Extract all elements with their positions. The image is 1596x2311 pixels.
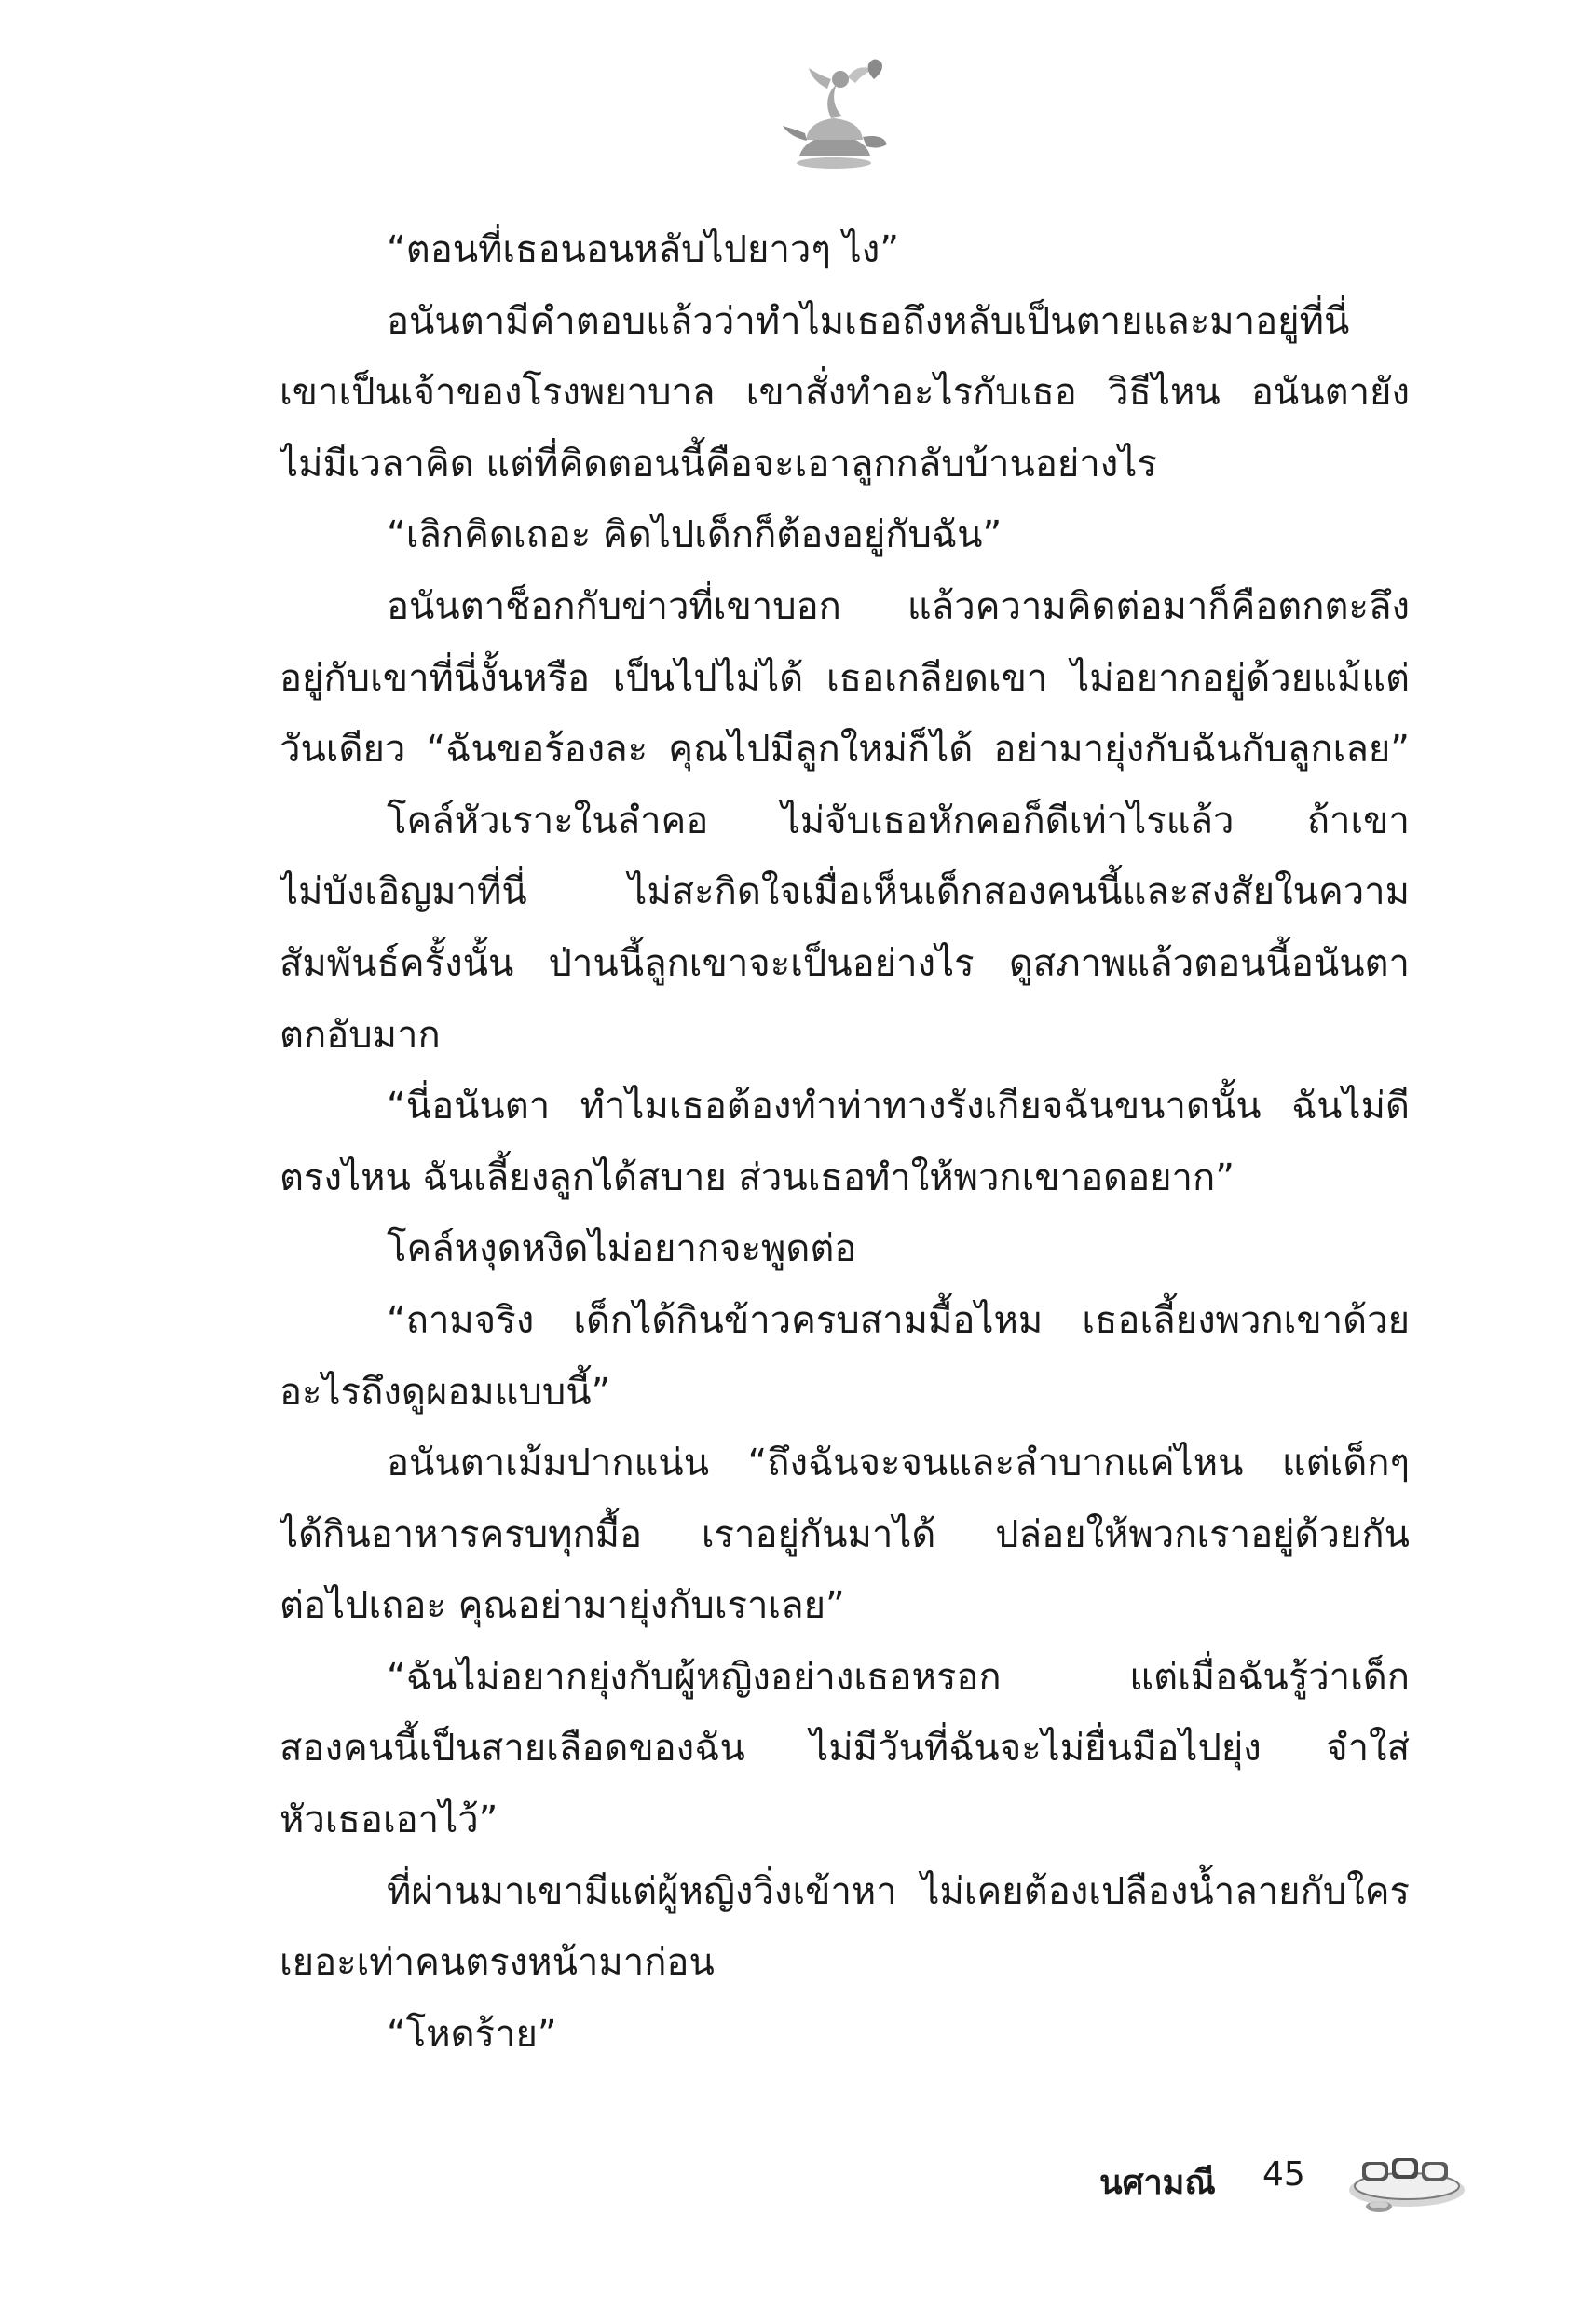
text-line: อนันตาช็อกกับข่าวที่เขาบอก แล้วความคิดต่อมาก็คือตกตะลึง (387, 584, 1410, 628)
text-line: อนันตามีคำตอบแล้วว่าทำไมเธอถึงหลับเป็นตายและมาอยู่ที่นี่ (387, 299, 1350, 343)
text-line: เขาเป็นเจ้าของโรงพยาบาล เขาสั่งทำอะไรกับเธอ วิธีไหน อนันตายัง (280, 371, 1410, 415)
text-line: อยู่กับเขาที่นี่งั้นหรือ เป็นไปไม่ได้ เธอเกลียดเขา ไม่อยากอยู่ด้วยแม้แต่ (280, 656, 1410, 700)
body-text (280, 214, 1410, 2070)
text-line: สัมพันธ์ครั้งนั้น ป่านนี้ลูกเขาจะเป็นอย่างไร ดูสภาพแล้วตอนนี้อนันตา (280, 941, 1410, 985)
text-line: “ถามจริง เด็กได้กินข้าวครบสามมื้อไหม เธอเลี้ยงพวกเขาด้วย (387, 1298, 1410, 1342)
text-line: “โหดร้าย” (387, 2012, 557, 2056)
text-line: วันเดียว “ฉันขอร้องละ คุณไปมีลูกใหม่ก็ได้ อย่ามายุ่งกับฉันกับลูกเลย” (280, 728, 1410, 772)
text-line: ไม่มีเวลาคิด แต่ที่คิดตอนนี้คือจะเอาลูกกลับบ้านอย่างไร (280, 442, 1157, 485)
text-line: โคล์หัวเราะในลำคอ ไม่จับเธอหักคอก็ดีเท่าไรแล้ว ถ้าเขา (387, 799, 1410, 842)
genie-lamp-icon (764, 51, 904, 177)
text-line: ได้กินอาหารครบทุกมื้อ เราอยู่กันมาได้ ปล่อยให้พวกเราอยู่ด้วยกัน (280, 1512, 1410, 1556)
author-name: นศามณี (1099, 2164, 1216, 2202)
text-line: สองคนนี้เป็นสายเลือดของฉัน ไม่มีวันที่ฉันจะไม่ยื่นมือไปยุ่ง จำใส่ (280, 1727, 1410, 1771)
text-line: อะไรถึงดูผอมแบบนี้” (280, 1370, 611, 1414)
sushi-plate-icon (1342, 2134, 1472, 2218)
text-line: โคล์หงุดหงิดไม่อยากจะพูดต่อ (387, 1227, 857, 1271)
text-line: “เลิกคิดเถอะ คิดไปเด็กก็ต้องอยู่กับฉัน” (387, 513, 1003, 557)
text-line: “ฉันไม่อยากยุ่งกับผู้หญิงอย่างเธอหรอก แต่เมื่อฉันรู้ว่าเด็ก (387, 1655, 1410, 1699)
text-line: ต่อไปเถอะ คุณอย่ามายุ่งกับเราเลย” (280, 1584, 845, 1628)
text-line: เยอะเท่าคนตรงหน้ามาก่อน (280, 1941, 715, 1985)
text-line: ตกอับมาก (280, 1013, 441, 1057)
text-line: หัวเธอเอาไว้” (280, 1798, 498, 1842)
text-line: ตรงไหน ฉันเลี้ยงลูกได้สบาย ส่วนเธอทำให้พวกเขาอดอยาก” (280, 1156, 1235, 1199)
text-line: “นี่อนันตา ทำไมเธอต้องทำท่าทางรังเกียจฉันขนาดนั้น ฉันไม่ดี (387, 1085, 1410, 1128)
text-line: อนันตาเม้มปากแน่น “ถึงฉันจะจนและลำบากแค่ไหน แต่เด็กๆ (387, 1442, 1410, 1485)
text-line: ไม่บังเอิญมาที่นี่ ไม่สะกิดใจเมื่อเห็นเด็กสองคนนี้และสงสัยในความ (280, 870, 1410, 914)
page-number: 45 (1262, 2155, 1305, 2194)
text-line: “ตอนที่เธอนอนหลับไปยาวๆ ไง” (387, 228, 899, 271)
text-line: ที่ผ่านมาเขามีแต่ผู้หญิงวิ่งเข้าหา ไม่เคยต้องเปลืองน้ำลายกับใคร (387, 1869, 1410, 1913)
